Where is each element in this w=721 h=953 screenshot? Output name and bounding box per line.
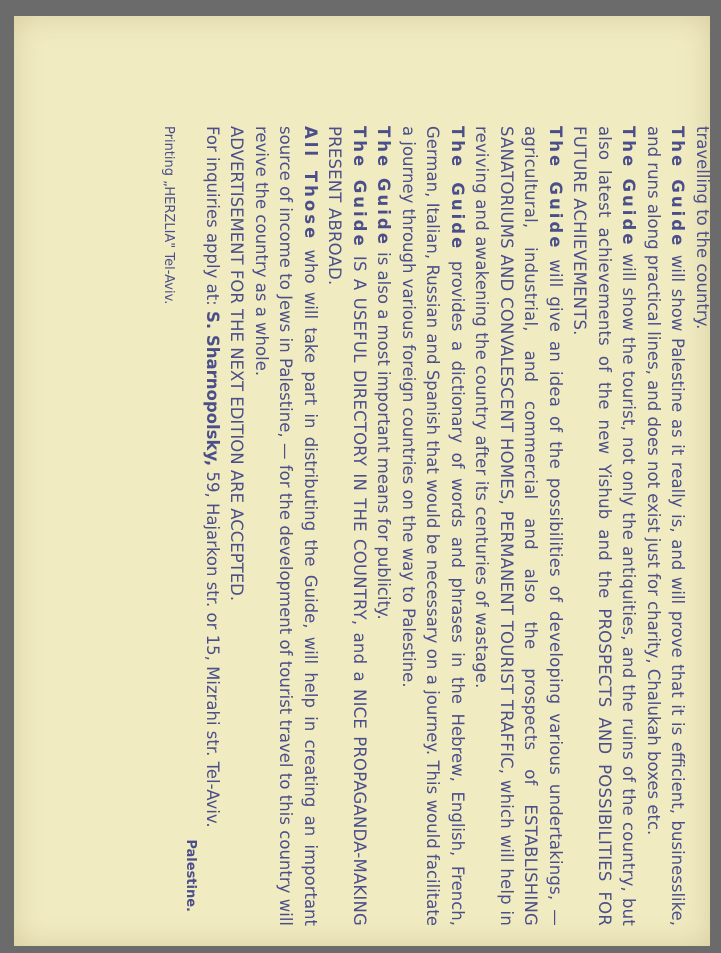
paragraph-text: provides a dictionary of words and phrases in the Hebrew, English, French, German, Italian, Russian and Spanish that would be necessary on a journey. This would facilitate a journey through various foreign countries on the way to Palestine.	[399, 126, 467, 926]
country-line: Palestine.	[183, 839, 199, 912]
guide-keyword: The Guide	[619, 126, 639, 248]
inquiries-prefix: For inquiries apply at:	[203, 126, 222, 311]
guide-keyword: The Guide	[350, 126, 369, 249]
paragraph-text: is also a most important means for publicity.	[374, 246, 394, 620]
paragraph-publicity	[371, 126, 396, 926]
paragraph-undertakings	[469, 126, 567, 926]
paragraph-dictionary	[396, 126, 470, 926]
paragraph-text: will show Palestine as it really is, and will prove that it is efficient, businesslike, and runs along practical lines, and does not exist just for charity, Chalukah boxes etc.	[644, 126, 688, 926]
guide-keyword: The Guide	[668, 126, 688, 249]
inquiries-address: 59, Hajarkon str. or 15, Mizrahi str. Tel-Aviv.	[203, 466, 222, 828]
all-those-keyword: All Those	[301, 126, 320, 242]
guide-keyword: The Guide	[546, 126, 565, 251]
printing-line: Printing „HERZLIA" Tel-Aviv.	[161, 126, 177, 305]
guide-keyword: The Guide	[448, 126, 467, 252]
paragraph-text: will give an idea of the possibilities of developing various undertakings, — agricultural, industrial, and commercial and also the prospects of ESTABLISHING SANATORIUMS AND CONVALESCENT HOMES, PERMANENT TOURIST TRAFFIC, which will help in reviving and awakening the country after its centuries of wastage.	[472, 126, 565, 926]
advertisement-line: ADVERTISEMENT FOR THE NEXT EDITION ARE ACCEPTED.	[227, 126, 247, 602]
guide-keyword: The Guide	[374, 126, 394, 247]
intro-line: travelling to the country.	[693, 126, 712, 330]
paragraph-text: will show the tourist, not only the antiquities, and the ruins of the country, but also latest achievements of the new Yishub and the PROSPECTS AND POSSIBILITIES FOR FUTURE ACHIEVEMENTS.	[570, 126, 639, 926]
paragraph-text: IS A USEFUL DIRECTORY IN THE COUNTRY, and a NICE PROPAGANDA-MAKING PRESENT ABROAD.	[325, 126, 369, 926]
paragraph-all-those	[249, 126, 323, 926]
rotated-text-block	[158, 126, 715, 926]
paragraph-antiquities	[567, 126, 641, 926]
paragraph-efficient	[641, 126, 690, 926]
inquiries-name: S. Sharnopolsky,	[203, 310, 222, 467]
paragraph-directory	[322, 126, 371, 926]
inquiries-line	[200, 126, 225, 926]
paragraph-text: who will take part in distributing the Guide, will help in creating an important source of income to Jews in Palestine, — for the development of tourist travel to this country will revive the country as a whole.	[252, 126, 320, 926]
paper-sheet	[14, 16, 710, 946]
